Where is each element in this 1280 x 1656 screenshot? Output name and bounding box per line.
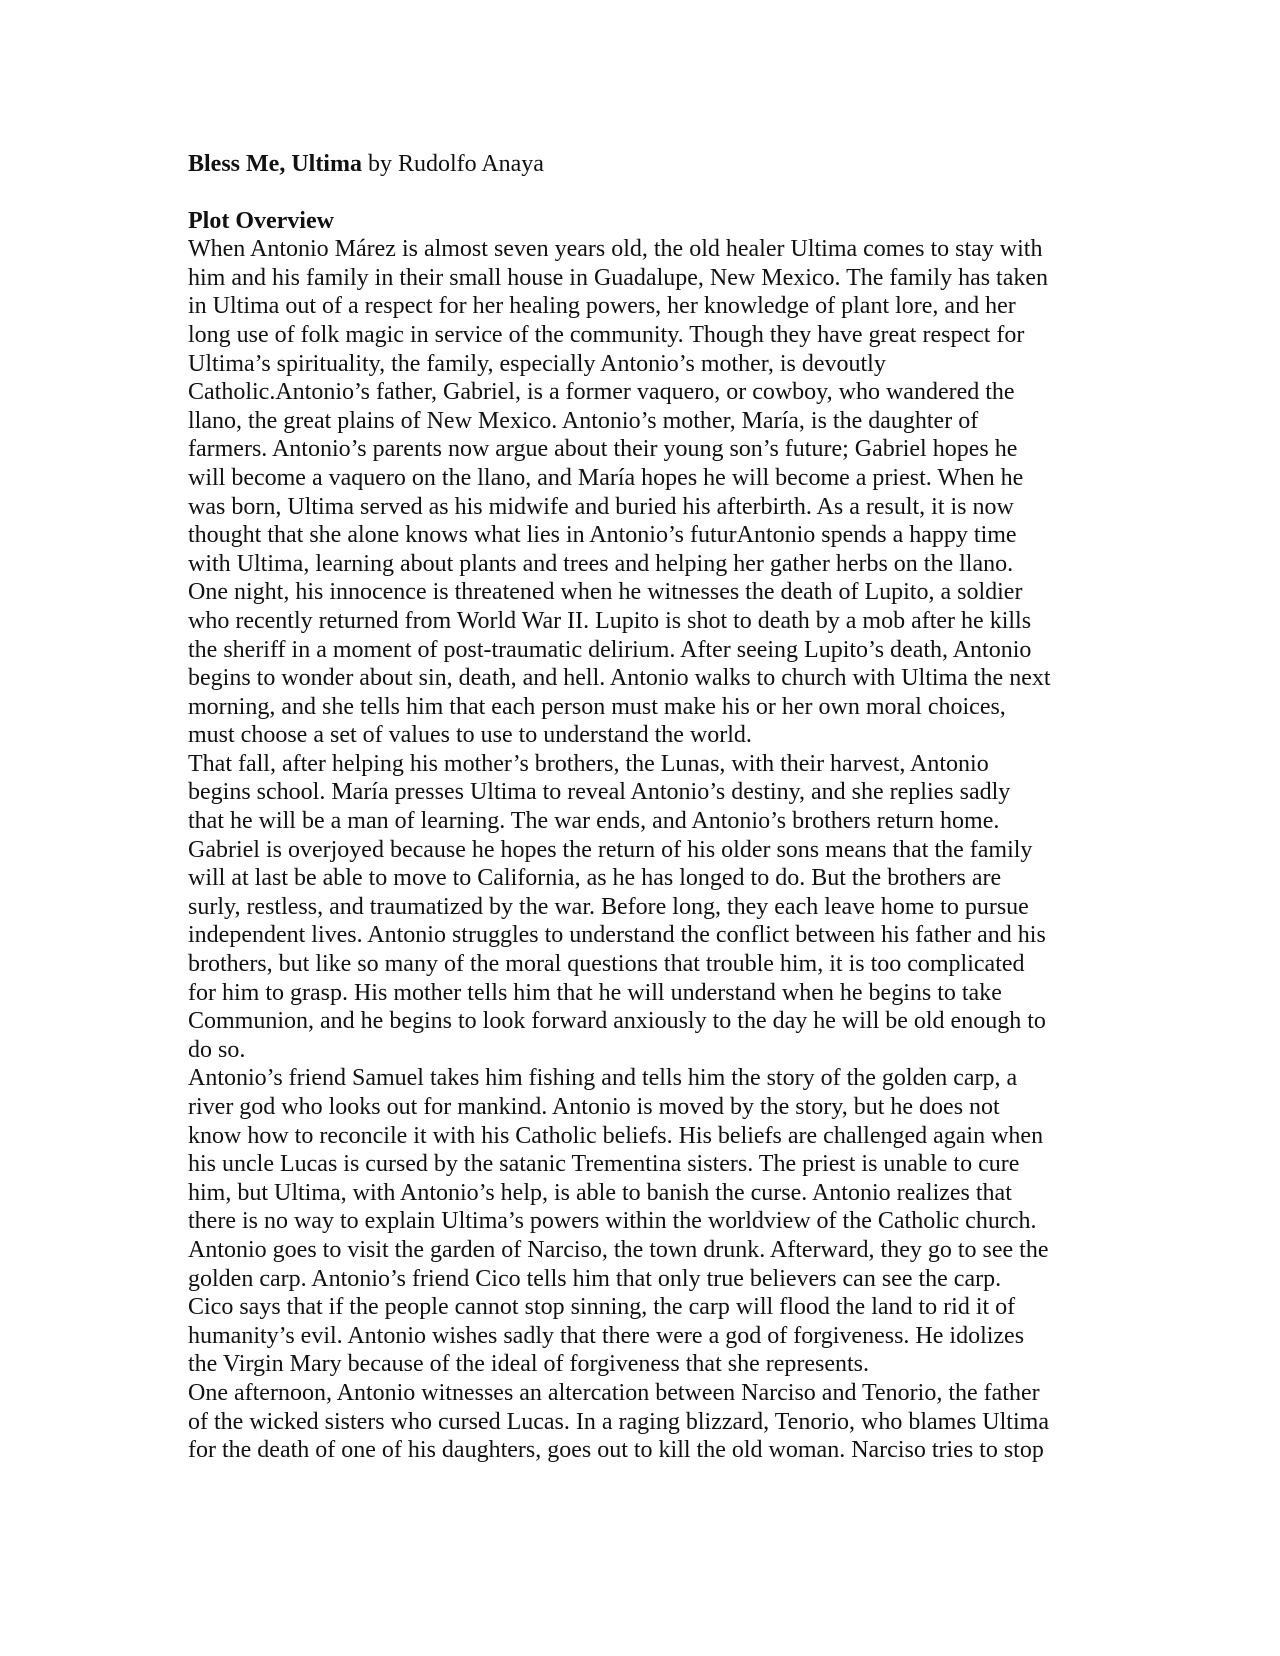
text-line: Cico says that if the people cannot stop sinning, the carp will flood the land to rid it of xyxy=(188,1294,1016,1321)
text-line: him and his family in their small house in Guadalupe, New Mexico. The family has taken xyxy=(188,264,1049,291)
text-line: independent lives. Antonio struggles to understand the conflict between his father and his xyxy=(188,922,1046,949)
body-text xyxy=(188,235,1098,1465)
text-line: Catholic.Antonio’s father, Gabriel, is a former vaquero, or cowboy, who wandered the xyxy=(188,379,1015,406)
text-line: with Ultima, learning about plants and trees and helping her gather herbs on the llano. xyxy=(188,550,1014,577)
text-line: humanity’s evil. Antonio wishes sadly that there were a god of forgiveness. He idolizes xyxy=(188,1322,1025,1349)
section-heading: Plot Overview xyxy=(188,207,334,234)
text-line: golden carp. Antonio’s friend Cico tells him that only true believers can see the carp. xyxy=(188,1265,1002,1292)
text-line: of the wicked sisters who cursed Lucas. In a raging blizzard, Tenorio, who blames Ultima xyxy=(188,1408,1049,1435)
text-line: for him to grasp. His mother tells him that he will understand when he begins to take xyxy=(188,979,1002,1006)
text-line: must choose a set of values to use to understand the world. xyxy=(188,722,752,749)
text-line: the sheriff in a moment of post-traumatic delirium. After seeing Lupito’s death, Antonio xyxy=(188,636,1032,663)
text-line: llano, the great plains of New Mexico. Antonio’s mother, María, is the daughter of xyxy=(188,407,979,434)
text-line: there is no way to explain Ultima’s powers within the worldview of the Catholic church. xyxy=(188,1208,1037,1235)
text-line: his uncle Lucas is cursed by the satanic Trementina sisters. The priest is unable to cure xyxy=(188,1151,1020,1178)
text-line: When Antonio Márez is almost seven years old, the old healer Ultima comes to stay with xyxy=(188,236,1043,263)
document-title xyxy=(188,150,1098,179)
text-line: Ultima’s spirituality, the family, especially Antonio’s mother, is devoutly xyxy=(188,350,886,377)
text-line: begins school. María presses Ultima to reveal Antonio’s destiny, and she replies sadly xyxy=(188,779,1011,806)
text-line: farmers. Antonio’s parents now argue about their young son’s future; Gabriel hopes he xyxy=(188,436,1018,463)
text-line: will at last be able to move to California, as he has longed to do. But the brothers are xyxy=(188,865,1002,892)
text-line: Gabriel is overjoyed because he hopes the return of his older sons means that the family xyxy=(188,836,1033,863)
text-line: Communion, and he begins to look forward anxiously to the day he will be old enough to xyxy=(188,1008,1046,1035)
text-line: One afternoon, Antonio witnesses an altercation between Narciso and Tenorio, the father xyxy=(188,1379,1040,1406)
text-line: do so. xyxy=(188,1036,246,1063)
text-line: thought that she alone knows what lies in Antonio’s futurAntonio spends a happy time xyxy=(188,522,1017,549)
text-line: One night, his innocence is threatened when he witnesses the death of Lupito, a soldier xyxy=(188,579,1023,606)
text-line: know how to reconcile it with his Catholic beliefs. His beliefs are challenged again when xyxy=(188,1122,1044,1149)
text-line: who recently returned from World War II. Lupito is shot to death by a mob after he kills xyxy=(188,607,1032,634)
text-line: him, but Ultima, with Antonio’s help, is able to banish the curse. Antonio realizes that xyxy=(188,1179,1012,1206)
text-line: long use of folk magic in service of the community. Though they have great respect for xyxy=(188,321,1025,348)
text-line: the Virgin Mary because of the ideal of forgiveness that she represents. xyxy=(188,1351,870,1378)
text-line: Antonio’s friend Samuel takes him fishing and tells him the story of the golden carp, a xyxy=(188,1065,1018,1092)
text-line: begins to wonder about sin, death, and hell. Antonio walks to church with Ultima the next xyxy=(188,665,1051,692)
text-line: Antonio goes to visit the garden of Narciso, the town drunk. Afterward, they go to see the xyxy=(188,1236,1049,1263)
text-line: morning, and she tells him that each person must make his or her own moral choices, xyxy=(188,693,1006,720)
text-line: was born, Ultima served as his midwife and buried his afterbirth. As a result, it is now xyxy=(188,493,1014,520)
document-page xyxy=(188,150,1098,1465)
text-line: that he will be a man of learning. The war ends, and Antonio’s brothers return home. xyxy=(188,808,1000,835)
text-line: surly, restless, and traumatized by the war. Before long, they each leave home to pursue xyxy=(188,893,1029,920)
text-line: for the death of one of his daughters, goes out to kill the old woman. Narciso tries to stop xyxy=(188,1437,1044,1464)
text-line: in Ultima out of a respect for her healing powers, her knowledge of plant lore, and her xyxy=(188,293,1016,320)
text-line: brothers, but like so many of the moral questions that trouble him, it is too complicated xyxy=(188,951,1025,978)
text-line: will become a vaquero on the llano, and María hopes he will become a priest. When he xyxy=(188,464,1024,491)
book-author: by Rudolfo Anaya xyxy=(361,151,544,177)
text-line: river god who looks out for mankind. Antonio is moved by the story, but he does not xyxy=(188,1094,1000,1120)
book-title: Bless Me, Ultima xyxy=(188,151,362,177)
text-line: That fall, after helping his mother’s brothers, the Lunas, with their harvest, Antonio xyxy=(188,750,989,777)
